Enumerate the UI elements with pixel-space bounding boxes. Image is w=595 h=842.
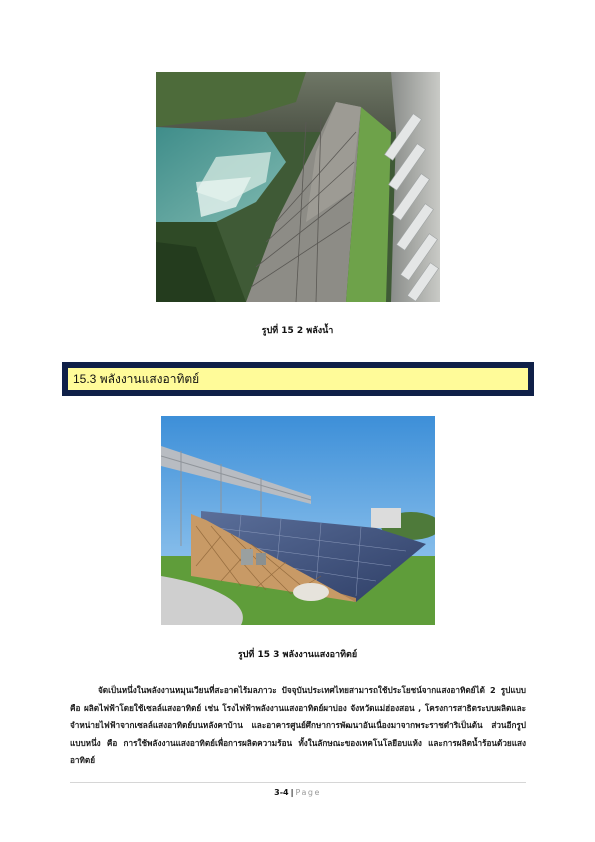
hydro-dam-photo xyxy=(156,72,440,302)
body-text xyxy=(70,682,526,770)
figure-caption-hydro: รูปที่ 15 2 พลังน้ำ xyxy=(261,326,334,336)
page-footer xyxy=(0,788,595,797)
page-label: Page xyxy=(295,788,321,797)
footer-divider xyxy=(70,782,526,783)
solar-panel-photo xyxy=(161,416,435,625)
figure-caption-solar: รูปที่ 15 3 พลังงานแสงอาทิตย์ xyxy=(237,650,358,660)
body-paragraph: จัดเป็นหนึ่งในพลังงานหมุนเวียนที่สะอาดไร้มลภาวะ ปัจจุบันประเทศไทยสามารถใช้ประโยชน์จากแสงอาทิตย์ได้ 2 รูปแบบ คือ ผลิตไฟฟ้าโดยใช้เซลล์แสงอาทิตย์ เช่น โรงไฟฟ้าพลังงานแสงอาทิตย์ผาบ่อง จังหวัดแม่ฮ่องสอน , โครงการสาธิตระบบผลิตและจำหน่ายไฟฟ้าจากเซลล์แสงอาทิตย์บนหลังคาบ้าน และอาคารศูนย์ศึกษาการพัฒนาอันเนื่องมาจากพระราชดำริเป็นต้น ส่วนอีกรูปแบบหนึ่ง คือ การใช้พลังงานแสงอาทิตย์เพื่อการผลิตความร้อน ทั้งในลักษณะของเทคโนโลยีอบแห้ง และการผลิตน้ำร้อนด้วยแสงอาทิตย์ xyxy=(70,685,526,765)
section-heading-box xyxy=(62,362,534,396)
section-heading: 15.3 พลังงานแสงอาทิตย์ xyxy=(67,367,529,391)
page-number: 3-4 xyxy=(274,788,289,797)
footer-separator: | xyxy=(290,788,294,797)
